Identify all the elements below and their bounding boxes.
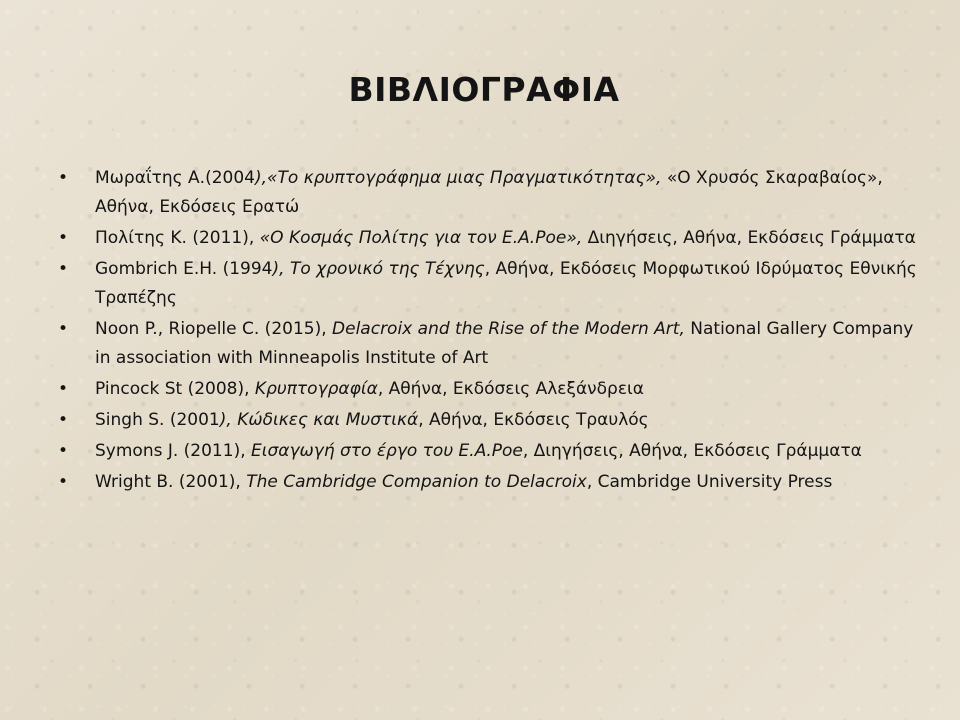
bibliography-entry <box>58 224 918 253</box>
entry-italic-text: ),«Το κρυπτογράφημα μιας Πραγματικότητας», <box>254 168 662 188</box>
entry-text: Pincock St (2008), <box>95 379 255 399</box>
bullet-icon: • <box>58 472 69 492</box>
bibliography-entry <box>58 437 918 466</box>
entry-text: Singh S. (2001 <box>95 410 220 430</box>
bullet-icon: • <box>58 168 69 188</box>
entry-italic-text: «Ο Κοσμάς Πολίτης για τον Ε.Α.Poe», <box>259 228 583 248</box>
bibliography-entry <box>58 468 918 497</box>
entry-text: , Αθήνα, Εκδόσεις Αλεξάνδρεια <box>377 379 644 399</box>
entry-italic-text: Delacroix and the Rise of the Modern Art, <box>332 319 685 339</box>
entry-text: Noon P., Riopelle C. (2015), <box>95 319 333 339</box>
entry-italic-text: The Cambridge Companion to Delacroix <box>246 472 587 492</box>
entry-italic-text: ), Το χρονικό της Τέχνης <box>272 259 485 279</box>
entry-text: Μωραΐτης Α.(2004 <box>95 168 255 188</box>
entry-text: , Αθήνα, Εκδόσεις Τραυλός <box>418 410 649 430</box>
bullet-icon: • <box>58 259 69 279</box>
entry-text: Πολίτης Κ. (2011), <box>95 228 260 248</box>
bullet-icon: • <box>58 379 69 399</box>
entry-text: , Διηγήσεις, Αθήνα, Εκδόσεις Γράμματα <box>522 441 862 461</box>
bibliography-entry <box>58 164 918 222</box>
bullet-icon: • <box>58 228 69 248</box>
bullet-icon: • <box>58 410 69 430</box>
entry-text: «Ο Χρυσός Σκαραβαίος», Αθήνα, Εκδόσεις Ερατώ <box>95 168 883 217</box>
entry-text: Wright B. (2001), <box>95 472 247 492</box>
bullet-icon: • <box>58 319 69 339</box>
bibliography-entry <box>58 315 918 373</box>
bibliography-entry <box>58 375 918 404</box>
bibliography-entry <box>58 255 918 313</box>
entry-text: Symons J. (2011), <box>95 441 252 461</box>
entry-italic-text: Κρυπτογραφία <box>254 379 378 399</box>
entry-text: National Gallery Company in association with Minneapolis Institute of Art <box>95 319 914 368</box>
bullet-icon: • <box>58 441 69 461</box>
bibliography-entry <box>58 406 918 435</box>
slide-title: ΒΙΒΛΙΟΓΡΑΦΙΑ <box>348 70 620 109</box>
entry-text: Διηγήσεις, Αθήνα, Εκδόσεις Γράμματα <box>582 228 916 248</box>
entry-text: , Αθήνα, Εκδόσεις Μορφωτικού Ιδρύματος Εθνικής Τραπέζης <box>95 259 917 308</box>
entry-italic-text: Εισαγωγή στο έργο του Ε.Α.Poe <box>251 441 523 461</box>
entry-text: Gombrich E.H. (1994 <box>95 259 273 279</box>
entry-italic-text: ), Κώδικες και Μυστικά <box>219 410 419 430</box>
entry-text: , Cambridge University Press <box>586 472 833 492</box>
bibliography-list <box>58 164 918 499</box>
